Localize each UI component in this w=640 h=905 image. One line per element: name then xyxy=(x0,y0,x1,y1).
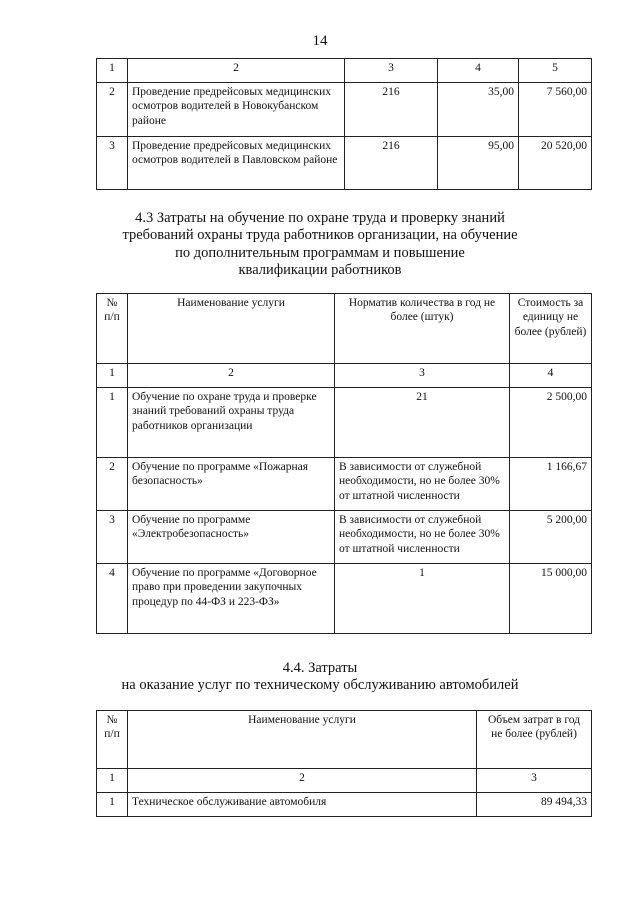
norm: 21 xyxy=(335,388,510,458)
column-number-row xyxy=(97,364,592,388)
row-number: 4 xyxy=(97,564,128,634)
heading-line: требований охраны труда работников организации, на обучение xyxy=(122,227,518,244)
total-cost: 20 520,00 xyxy=(519,137,592,190)
service-name: Техническое обслуживание автомобиля xyxy=(128,793,477,817)
annual-cost: 89 494,33 xyxy=(477,793,592,817)
medical-exam-table xyxy=(96,58,592,190)
column-number: 4 xyxy=(510,364,592,388)
service-name: Обучение по охране труда и проверке знаний требований охраны труда работников организации xyxy=(128,388,335,458)
column-number: 3 xyxy=(335,364,510,388)
cost-header: Стоимость за единицу не более (рублей) xyxy=(510,294,592,364)
row-number: 2 xyxy=(97,458,128,511)
quantity: 216 xyxy=(345,137,438,190)
table-row xyxy=(97,83,592,137)
norm-header: Норматив количества в год не более (штук) xyxy=(335,294,510,364)
heading-line: квалификации работников xyxy=(238,262,402,279)
row-number: 3 xyxy=(97,137,128,190)
unit-cost: 5 200,00 xyxy=(510,511,592,564)
table-row xyxy=(97,137,592,190)
unit-cost: 15 000,00 xyxy=(510,564,592,634)
row-number: 2 xyxy=(97,83,128,137)
service-name: Обучение по программе «Электробезопасность» xyxy=(128,511,335,564)
service-name: Проведение предрейсовых медицинских осмотров водителей в Новокубанском районе xyxy=(128,83,345,137)
header-row xyxy=(97,294,592,364)
total-cost: 7 560,00 xyxy=(519,83,592,137)
unit-price: 35,00 xyxy=(438,83,519,137)
column-number: 3 xyxy=(477,769,592,793)
column-number-row xyxy=(97,59,592,83)
table-row xyxy=(97,511,592,564)
header-cell: 5 xyxy=(519,59,592,83)
page-number: 14 xyxy=(312,33,328,49)
unit-price: 95,00 xyxy=(438,137,519,190)
column-number: 1 xyxy=(97,769,128,793)
table-row xyxy=(97,793,592,817)
heading-line: на оказание услуг по техническому обслуживанию автомобилей xyxy=(121,677,519,694)
row-number: 3 xyxy=(97,511,128,564)
section-4-3-heading xyxy=(0,210,640,280)
header-row xyxy=(97,711,592,769)
cost-header: Объем затрат в год не более (рублей) xyxy=(477,711,592,769)
norm: 1 xyxy=(335,564,510,634)
unit-cost: 2 500,00 xyxy=(510,388,592,458)
column-number-row xyxy=(97,769,592,793)
heading-line: 4.3 Затраты на обучение по охране труда и проверку знаний xyxy=(135,210,505,226)
header-cell: 2 xyxy=(128,59,345,83)
number-header: № п/п xyxy=(97,294,128,364)
unit-cost: 1 166,67 xyxy=(510,458,592,511)
column-number: 2 xyxy=(128,364,335,388)
training-costs-table xyxy=(96,293,592,634)
name-header: Наименование услуги xyxy=(128,294,335,364)
name-header: Наименование услуги xyxy=(128,711,477,769)
header-cell: 3 xyxy=(345,59,438,83)
service-name: Обучение по программе «Пожарная безопасность» xyxy=(128,458,335,511)
table-row xyxy=(97,458,592,511)
heading-line: 4.4. Затраты xyxy=(282,660,358,676)
row-number: 1 xyxy=(97,388,128,458)
table-row xyxy=(97,388,592,458)
quantity: 216 xyxy=(345,83,438,137)
norm: В зависимости от служебной необходимости, но не более 30% от штатной численности xyxy=(335,458,510,511)
table-row xyxy=(97,564,592,634)
header-cell: 4 xyxy=(438,59,519,83)
car-maintenance-table xyxy=(96,710,592,817)
service-name: Обучение по программе «Договорное право при проведении закупочных процедур по 44-ФЗ и 223-ФЗ» xyxy=(128,564,335,634)
column-number: 1 xyxy=(97,364,128,388)
number-header: № п/п xyxy=(97,711,128,769)
header-cell: 1 xyxy=(97,59,128,83)
section-4-4-heading xyxy=(0,660,640,695)
column-number: 2 xyxy=(128,769,477,793)
row-number: 1 xyxy=(97,793,128,817)
heading-line: по дополнительным программам и повышение xyxy=(175,244,465,261)
norm: В зависимости от служебной необходимости, но не более 30% от штатной численности xyxy=(335,511,510,564)
service-name: Проведение предрейсовых медицинских осмотров водителей в Павловском районе xyxy=(128,137,345,190)
